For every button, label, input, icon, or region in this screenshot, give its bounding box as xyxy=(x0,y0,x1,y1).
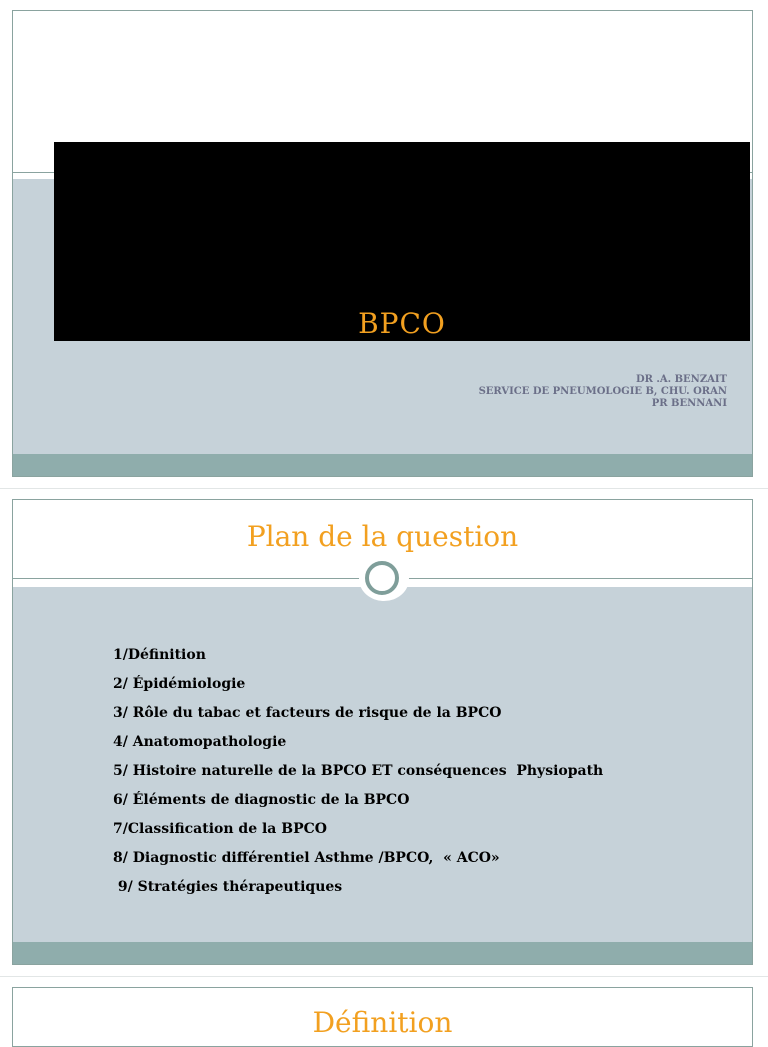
author-line: DR .A. BENZAIT xyxy=(635,374,727,385)
slide-title xyxy=(12,10,753,477)
list-item: 6/ Éléments de diagnostic de la BPCO xyxy=(113,792,410,808)
list-item: 4/ Anatomopathologie xyxy=(113,734,287,750)
slide-plan xyxy=(12,499,753,965)
author-line: SERVICE DE PNEUMOLOGIE B, CHU. ORAN xyxy=(478,386,727,397)
list-item: 7/Classification de la BPCO xyxy=(113,821,327,837)
list-item: 1/Définition xyxy=(113,647,206,663)
list-item: 9/ Stratégies thérapeutiques xyxy=(113,879,343,895)
list-item: 5/ Histoire naturelle de la BPCO ET conséquences Physiopath xyxy=(113,763,604,779)
list-item: 2/ Épidémiologie xyxy=(113,676,246,692)
slide-title-text: Plan de la question xyxy=(246,520,519,553)
footer-bar xyxy=(13,454,752,476)
circle-ornament-icon xyxy=(365,561,399,595)
slide-separator xyxy=(0,976,768,977)
list-item: 3/ Rôle du tabac et facteurs de risque de la BPCO xyxy=(113,705,502,721)
author-line: PR BENNANI xyxy=(651,398,727,409)
plan-list xyxy=(113,645,603,906)
footer-bar xyxy=(13,942,752,964)
slide-title-text: BPCO xyxy=(358,307,446,340)
author-block xyxy=(479,374,727,410)
slide-title-text: Définition xyxy=(312,1006,453,1039)
slide-separator xyxy=(0,488,768,489)
list-item: 8/ Diagnostic différentiel Asthme /BPCO, « ACO» xyxy=(113,850,500,866)
slide-definition xyxy=(12,987,753,1047)
